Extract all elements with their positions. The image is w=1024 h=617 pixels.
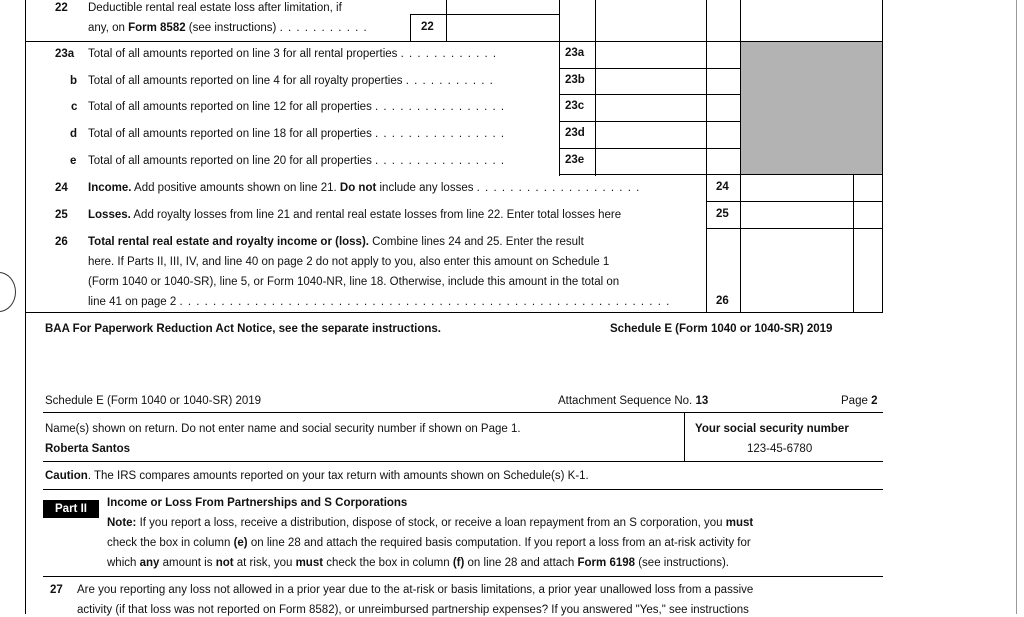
line-23c-box-label: 23c <box>565 100 585 112</box>
line-23e-number: e <box>70 155 77 167</box>
line-23c-amount[interactable] <box>596 95 706 121</box>
line-26-number: 26 <box>55 236 68 248</box>
line-23e-amount[interactable] <box>596 149 706 174</box>
line-23b-number: b <box>70 75 78 87</box>
ssn-label: Your social security number <box>695 423 849 435</box>
ssn-value[interactable]: 123-45-6780 <box>747 443 813 455</box>
page-edge-right <box>1016 0 1017 614</box>
line-23d-number: d <box>70 128 78 140</box>
line-26-amount[interactable] <box>741 229 853 312</box>
line-23a-amount[interactable] <box>596 42 706 68</box>
line-23d-amount[interactable] <box>596 122 706 148</box>
line-22-text2: any, on Form 8582 (see instructions) . . . . . . . . . . . <box>88 22 368 34</box>
line-23d-text: Total of all amounts reported on line 18 for all properties . . . . . . . . . . . . . . . . <box>88 128 506 140</box>
taxpayer-name[interactable]: Roberta Santos <box>45 443 130 455</box>
line-23b-amount[interactable] <box>596 69 706 94</box>
line-22-number: 22 <box>55 2 68 14</box>
line-23e-text: Total of all amounts reported on line 20 for all properties . . . . . . . . . . . . . . . . <box>88 155 506 167</box>
line-22-text: Deductible rental real estate loss after limitation, if <box>88 2 342 14</box>
line-26-text-line2: here. If Parts II, III, IV, and line 40 on page 2 do not apply to you, also enter this amount on Schedule 1 <box>88 256 610 268</box>
line-24-box-label: 24 <box>716 181 729 193</box>
line-24-amount[interactable] <box>741 175 853 201</box>
note-line2: check the box in column (e) on line 28 and attach the required basis computation. If you report a loss from an at-risk activity for <box>107 537 751 549</box>
line-23a-text: Total of all amounts reported on line 3 for all rental properties . . . . . . . . . . . . <box>88 48 498 60</box>
binder-ring-icon <box>0 272 16 312</box>
line-23b-text: Total of all amounts reported on line 4 for all royalty properties . . . . . . . . . . . <box>88 75 494 87</box>
part-ii-tag: Part II <box>43 500 99 518</box>
line-24-text: Income. Add positive amounts shown on line 21. Do not include any losses . . . . . . . . . . . . . . . . . . . . <box>88 182 641 194</box>
caution-text: Caution. The IRS compares amounts reported on your tax return with amounts shown on Schedule(s) K-1. <box>45 470 589 482</box>
line-23c-number: c <box>71 101 78 113</box>
line-26-text-line4: line 41 on page 2 . . . . . . . . . . . . . . . . . . . . . . . . . . . . . . . . . . . . . . . . . . . . . . . . . . . . . . . . . . . <box>88 296 671 308</box>
line-23d-box-label: 23d <box>565 127 585 139</box>
line-24-number: 24 <box>55 182 68 194</box>
note-line1: Note: If you report a loss, receive a distribution, dispose of stock, or receive a loan repayment from an S corporation, you must <box>107 517 754 529</box>
line-26-text: Total rental real estate and royalty income or (loss). Combine lines 24 and 25. Enter the result <box>88 236 584 248</box>
line-27-text-line2: activity (if that loss was not reported on Form 8582), or unreimbursed partnership expenses? If you answered "Yes," see instructions <box>77 604 749 616</box>
line-26-box-label: 26 <box>716 295 729 307</box>
page-edge-left <box>25 0 26 614</box>
paperwork-notice: BAA For Paperwork Reduction Act Notice, see the separate instructions. <box>45 323 441 335</box>
page-number: Page 2 <box>841 395 878 407</box>
line-23c-text: Total of all amounts reported on line 12 for all properties . . . . . . . . . . . . . . . . <box>88 101 506 113</box>
line-23b-box-label: 23b <box>565 74 585 86</box>
line-25-box-label: 25 <box>716 208 729 220</box>
part-ii-title: Income or Loss From Partnerships and S Corporations <box>107 497 408 509</box>
line-25-number: 25 <box>55 209 68 221</box>
line-23a-box-label: 23a <box>565 47 585 59</box>
line-26-text-line3: (Form 1040 or 1040-SR), line 5, or Form 1040-NR, line 18. Otherwise, include this amount in the total on <box>88 276 620 288</box>
line-27-number: 27 <box>50 584 63 596</box>
line-22-box-label: 22 <box>421 21 434 33</box>
line-23e-box-label: 23e <box>565 154 585 166</box>
shaded-area <box>741 42 882 174</box>
line-27-text-line1: Are you reporting any loss not allowed in a prior year due to the at-risk or basis limitations, a prior year unallowed loss from a passive <box>77 584 754 596</box>
name-field-label: Name(s) shown on return. Do not enter name and social security number if shown on Page 1. <box>45 423 521 435</box>
footer-form-name: Schedule E (Form 1040 or 1040-SR) 2019 <box>610 323 833 335</box>
note-line3: which any amount is not at risk, you must check the box in column (f) on line 28 and attach Form 6198 (see instructions). <box>107 557 729 569</box>
line-23a-number: 23a <box>55 48 75 60</box>
line-22-amount[interactable] <box>446 0 560 41</box>
line-25-amount[interactable] <box>741 202 853 228</box>
line-25-text: Losses. Add royalty losses from line 21 and rental real estate losses from line 22. Enter total losses here <box>88 209 622 221</box>
attachment-sequence: Attachment Sequence No. 13 <box>558 395 709 407</box>
page2-form-name: Schedule E (Form 1040 or 1040-SR) 2019 <box>45 395 262 407</box>
